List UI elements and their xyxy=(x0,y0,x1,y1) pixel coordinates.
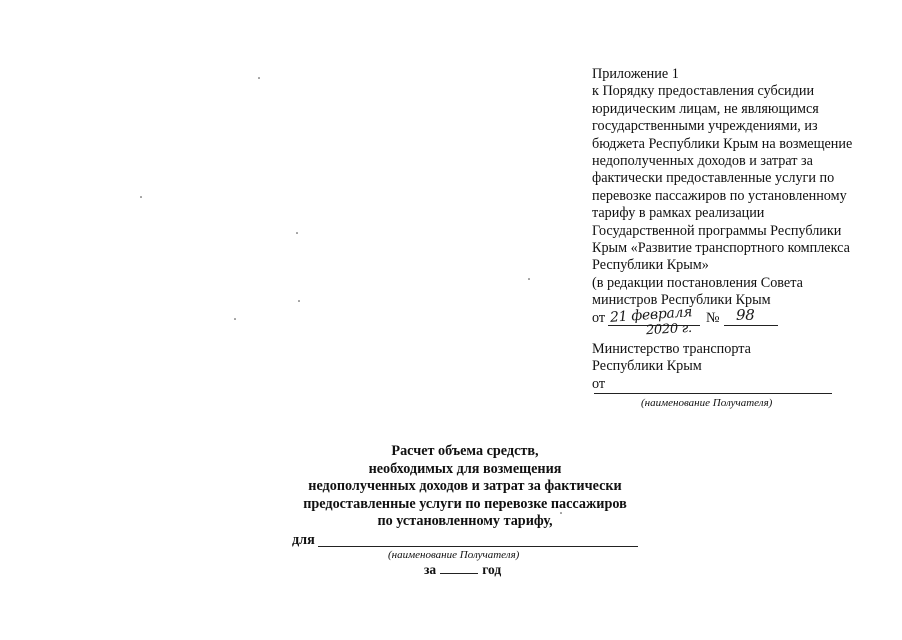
appendix-line: к Порядку предоставления субсидии xyxy=(592,83,815,100)
ministry-line: от xyxy=(592,375,606,392)
scan-speck xyxy=(528,278,530,280)
title-line: предоставленные услуги по перевозке пассажиров xyxy=(303,495,627,512)
for-blank-line xyxy=(318,546,638,547)
year-prefix: за xyxy=(424,562,437,577)
recipient-blank-line xyxy=(594,393,832,394)
appendix-line: бюджета Республики Крым на возмещение xyxy=(592,135,853,152)
appendix-line: государственными учреждениями, из xyxy=(592,118,818,135)
scan-speck xyxy=(298,300,300,302)
appendix-line: фактически предоставленные услуги по xyxy=(592,170,835,187)
resolution-date-row xyxy=(592,303,882,338)
ministry-line: Республики Крым xyxy=(592,358,702,375)
appendix-line: тарифу в рамках реализации xyxy=(592,205,765,222)
year-blank-line xyxy=(440,563,478,574)
scan-speck xyxy=(296,232,298,234)
title-line: недополученных доходов и затрат за фактически xyxy=(308,478,622,495)
ministry-block xyxy=(592,341,882,393)
ministry-line: Министерство транспорта xyxy=(592,341,751,358)
appendix-line: Крым «Развитие транспортного комплекса xyxy=(592,240,850,257)
appendix-line: Приложение 1 xyxy=(592,66,679,82)
appendix-line: перевозке пассажиров по установленному xyxy=(592,187,847,204)
handwritten-year: 2020 г. xyxy=(645,320,693,338)
document-title xyxy=(250,443,680,531)
appendix-line: министров Республики Крым xyxy=(592,292,771,309)
appendix-line: Республики Крым» xyxy=(592,257,709,274)
appendix-header xyxy=(592,66,882,393)
date-prefix: от xyxy=(592,309,606,326)
appendix-line: (в редакции постановления Совета xyxy=(592,274,803,291)
year-row xyxy=(424,562,501,578)
scan-speck xyxy=(234,318,236,320)
number-label: № xyxy=(706,309,720,326)
scan-speck xyxy=(258,77,260,79)
handwritten-date: 21 февраля xyxy=(609,303,693,326)
recipient-caption: (наименование Получателя) xyxy=(641,397,773,409)
scan-speck xyxy=(140,196,142,198)
for-label: для xyxy=(292,532,315,548)
title-line: по установленному тарифу, xyxy=(377,513,553,530)
number-underline xyxy=(724,325,778,326)
handwritten-number: 98 xyxy=(736,305,755,324)
for-caption: (наименование Получателя) xyxy=(388,549,520,561)
title-line: необходимых для возмещения xyxy=(368,460,562,477)
scan-speck xyxy=(560,512,562,514)
title-line: Расчет объема средств, xyxy=(391,443,539,459)
appendix-line: недополученных доходов и затрат за xyxy=(592,153,813,170)
appendix-line: юридическим лицам, не являющимся xyxy=(592,100,819,117)
appendix-line: Государственной программы Республики xyxy=(592,222,842,239)
year-suffix: год xyxy=(482,562,502,577)
